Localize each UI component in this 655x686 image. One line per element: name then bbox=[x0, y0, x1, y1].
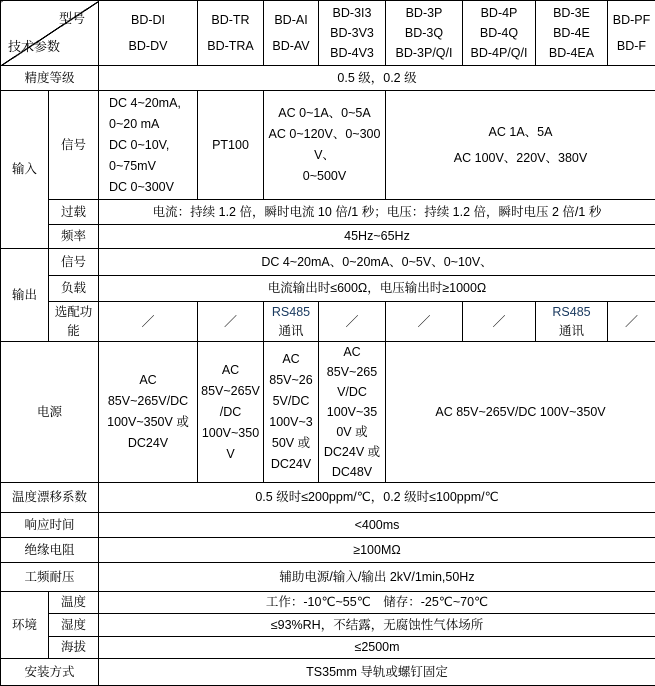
corner-cell bbox=[1, 1, 99, 66]
model-name: BD-4V3 bbox=[321, 43, 383, 63]
overload-label: 过载 bbox=[49, 200, 99, 225]
withstand-value: 辅助电源/输入/输出 2kV/1min,50Hz bbox=[99, 563, 655, 592]
power-cell-2 bbox=[198, 342, 264, 483]
power-line: V/DC bbox=[321, 382, 383, 402]
rs485-label: RS485 bbox=[266, 303, 316, 322]
signal-line: 0~500V bbox=[266, 166, 383, 187]
env-temperature-value: 工作：-10℃~55℃ 储存：-25℃~70℃ bbox=[99, 592, 655, 614]
model-name: BD-DI bbox=[101, 7, 195, 33]
power-line: DC48V bbox=[321, 462, 383, 482]
power-line: 0V 或 bbox=[321, 422, 383, 442]
optional-cell-6: ／ bbox=[463, 302, 536, 342]
frequency-value: 45Hz~65Hz bbox=[99, 225, 655, 249]
response-label: 响应时间 bbox=[1, 513, 99, 538]
power-line: 85V~26 bbox=[266, 370, 316, 391]
input-signal-dc-cell bbox=[99, 91, 198, 200]
model-col-bd-di bbox=[99, 1, 198, 66]
power-label: 电源 bbox=[1, 342, 99, 483]
row-input-signal bbox=[1, 91, 655, 200]
model-name: BD-3V3 bbox=[321, 23, 383, 43]
header-row bbox=[1, 1, 655, 66]
power-line: AC bbox=[101, 370, 195, 391]
model-name: BD-PF bbox=[610, 7, 653, 33]
model-col-bd-pf bbox=[608, 1, 655, 66]
output-signal-value: DC 4~20mA、0~20mA、0~5V、0~10V、 bbox=[99, 249, 655, 276]
frequency-label: 频率 bbox=[49, 225, 99, 249]
signal-line: AC 0~1A、0~5A bbox=[266, 103, 383, 124]
load-value: 电流输出时≤600Ω，电压输出时≥1000Ω bbox=[99, 276, 655, 302]
power-line: DC24V 或 bbox=[321, 442, 383, 462]
insulation-label: 绝缘电阻 bbox=[1, 538, 99, 563]
model-name: BD-F bbox=[610, 33, 653, 59]
input-signal-ac-range-cell bbox=[264, 91, 386, 200]
power-line: 5V/DC bbox=[266, 391, 316, 412]
model-name: BD-3I3 bbox=[321, 3, 383, 23]
row-withstand bbox=[1, 563, 655, 592]
signal-line: 0~20 mA bbox=[109, 114, 195, 135]
overload-value: 电流：持续 1.2 倍，瞬时电流 10 倍/1 秒；电压：持续 1.2 倍，瞬时电压 2 倍/1 秒 bbox=[99, 200, 655, 225]
drift-value: 0.5 级时≤200ppm/℃，0.2 级时≤100ppm/℃ bbox=[99, 483, 655, 513]
power-line: 50V 或 bbox=[266, 433, 316, 454]
corner-params-label: 技术参数 bbox=[8, 37, 60, 57]
input-signal-label: 信号 bbox=[49, 91, 99, 200]
model-name: BD-3E bbox=[538, 3, 605, 23]
optional-cell-7 bbox=[536, 302, 608, 342]
row-insulation bbox=[1, 538, 655, 563]
model-name: BD-AI bbox=[266, 7, 316, 33]
row-env-temperature bbox=[1, 592, 655, 614]
env-humidity-value: ≤93%RH，不结露，无腐蚀性气体场所 bbox=[99, 614, 655, 637]
model-col-bd-3e bbox=[536, 1, 608, 66]
env-humidity-label: 湿度 bbox=[49, 614, 99, 637]
signal-line: AC 100V、220V、380V bbox=[388, 145, 653, 171]
row-output-signal bbox=[1, 249, 655, 276]
power-cell-4 bbox=[319, 342, 386, 483]
model-name: BD-4E bbox=[538, 23, 605, 43]
power-line: V bbox=[200, 444, 261, 465]
power-cell-3 bbox=[264, 342, 319, 483]
env-temperature-label: 温度 bbox=[49, 592, 99, 614]
load-label: 负载 bbox=[49, 276, 99, 302]
input-section-label: 输入 bbox=[1, 91, 49, 249]
mounting-value: TS35mm 导轨或螺钉固定 bbox=[99, 659, 655, 686]
response-value: <400ms bbox=[99, 513, 655, 538]
row-drift bbox=[1, 483, 655, 513]
insulation-value: ≥100MΩ bbox=[99, 538, 655, 563]
power-line: 100V~3 bbox=[266, 412, 316, 433]
model-col-bd-tr bbox=[198, 1, 264, 66]
power-cell-1 bbox=[99, 342, 198, 483]
model-name: BD-AV bbox=[266, 33, 316, 59]
row-input-frequency bbox=[1, 225, 655, 249]
optional-cell-8: ／ bbox=[608, 302, 655, 342]
row-output-optional bbox=[1, 302, 655, 342]
model-name: BD-3Q bbox=[388, 23, 460, 43]
model-name: BD-4Q bbox=[465, 23, 533, 43]
row-env-humidity bbox=[1, 614, 655, 637]
env-altitude-label: 海拔 bbox=[49, 637, 99, 659]
power-cell-5: AC 85V~265V/DC 100V~350V bbox=[386, 342, 655, 483]
power-line: 100V~35 bbox=[321, 402, 383, 422]
env-altitude-value: ≤2500m bbox=[99, 637, 655, 659]
rs485-label: RS485 bbox=[538, 303, 605, 322]
model-name: BD-TRA bbox=[200, 33, 261, 59]
accuracy-value: 0.5 级，0.2 级 bbox=[99, 66, 655, 91]
row-accuracy bbox=[1, 66, 655, 91]
signal-line: DC 0~300V bbox=[109, 177, 195, 198]
row-response bbox=[1, 513, 655, 538]
power-line: 100V~350 bbox=[200, 423, 261, 444]
optional-cell-5: ／ bbox=[386, 302, 463, 342]
model-col-bd-3i3 bbox=[319, 1, 386, 66]
optional-cell-1: ／ bbox=[99, 302, 198, 342]
power-line: 100V~350V 或 bbox=[101, 412, 195, 433]
withstand-label: 工频耐压 bbox=[1, 563, 99, 592]
drift-label: 温度漂移系数 bbox=[1, 483, 99, 513]
input-signal-pt100-cell: PT100 bbox=[198, 91, 264, 200]
model-name: BD-3P/Q/I bbox=[388, 43, 460, 63]
comm-label: 通讯 bbox=[266, 322, 316, 341]
optional-cell-3 bbox=[264, 302, 319, 342]
accuracy-label: 精度等级 bbox=[1, 66, 99, 91]
row-output-load bbox=[1, 276, 655, 302]
output-section-label: 输出 bbox=[1, 249, 49, 342]
corner-model-label: 型号 bbox=[59, 9, 85, 29]
power-line: /DC bbox=[200, 402, 261, 423]
model-name: BD-DV bbox=[101, 33, 195, 59]
power-line: 85V~265 bbox=[321, 362, 383, 382]
model-col-bd-4p bbox=[463, 1, 536, 66]
power-line: DC24V bbox=[266, 454, 316, 475]
signal-line: DC 0~10V, bbox=[109, 135, 195, 156]
signal-line: AC 1A、5A bbox=[388, 119, 653, 145]
output-signal-label: 信号 bbox=[49, 249, 99, 276]
comm-label: 通讯 bbox=[538, 322, 605, 341]
model-col-bd-ai bbox=[264, 1, 319, 66]
row-power bbox=[1, 342, 655, 483]
signal-line: DC 4~20mA, bbox=[109, 93, 195, 114]
input-signal-ac-fixed-cell bbox=[386, 91, 655, 200]
power-line: AC bbox=[266, 349, 316, 370]
row-input-overload bbox=[1, 200, 655, 225]
power-line: 85V~265V/DC bbox=[101, 391, 195, 412]
model-col-bd-3p bbox=[386, 1, 463, 66]
model-name: BD-3P bbox=[388, 3, 460, 23]
signal-line: 0~75mV bbox=[109, 156, 195, 177]
power-line: AC bbox=[200, 360, 261, 381]
power-line: DC24V bbox=[101, 433, 195, 454]
mounting-label: 安装方式 bbox=[1, 659, 99, 686]
optional-cell-4: ／ bbox=[319, 302, 386, 342]
model-name: BD-4P/Q/I bbox=[465, 43, 533, 63]
model-name: BD-TR bbox=[200, 7, 261, 33]
env-section-label: 环境 bbox=[1, 592, 49, 659]
signal-line: AC 0~120V、0~300V、 bbox=[266, 124, 383, 166]
model-name: BD-4EA bbox=[538, 43, 605, 63]
model-name: BD-4P bbox=[465, 3, 533, 23]
optional-label: 选配功能 bbox=[49, 302, 99, 342]
power-line: AC bbox=[321, 342, 383, 362]
row-mounting bbox=[1, 659, 655, 686]
row-env-altitude bbox=[1, 637, 655, 659]
power-line: 85V~265V bbox=[200, 381, 261, 402]
optional-cell-2: ／ bbox=[198, 302, 264, 342]
